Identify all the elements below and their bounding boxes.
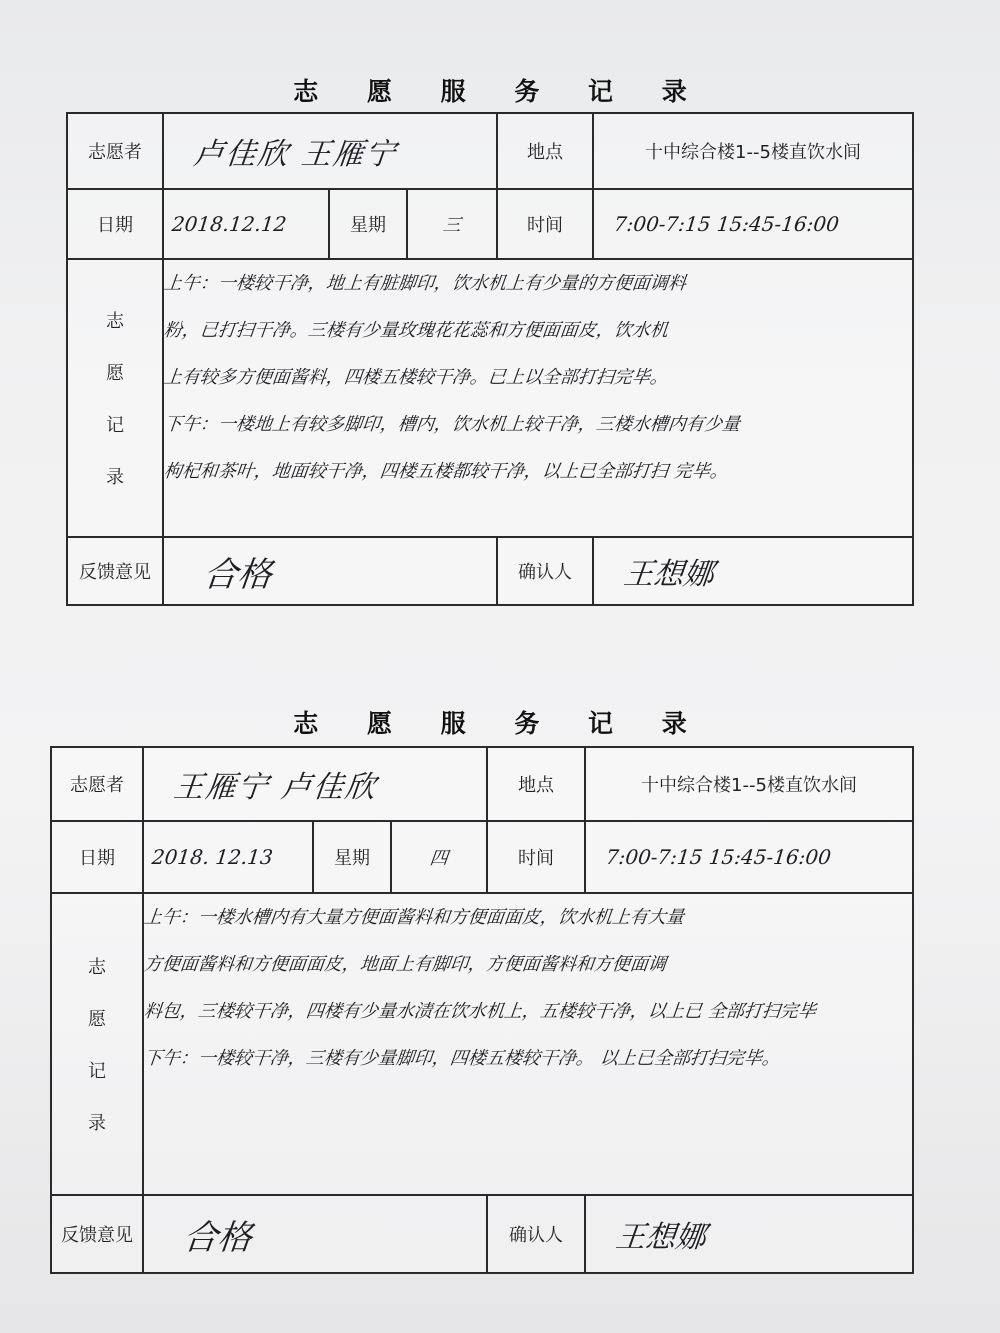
record-label-char: 录 [88,1113,106,1134]
volunteer-names-text: 王雁宁 卢佳欣 [171,770,380,805]
weekday-cell [391,821,487,893]
volunteer-label: 志愿者 [51,747,143,821]
time-value: 7:00-7:15 15:45-16:00 [604,845,833,869]
feedback-cell [163,537,497,605]
feedback-label: 反馈意见 [67,537,163,605]
record-line: 以上已全部打扫完毕。 [598,1048,781,1069]
date-value: 2018.12.12 [170,212,288,236]
feedback-value: 合格 [201,554,274,595]
location-value: 十中综合楼1--5楼直饮水间 [585,747,913,821]
record-line: 完毕。 [672,461,729,482]
record-line: 下午：一楼地上有较多脚印，槽内，饮水机上较干净，三楼水槽内有少量 [162,414,742,435]
record-content [163,259,913,537]
confirmer-label: 确认人 [487,1195,585,1273]
weekday-label: 星期 [313,821,391,893]
volunteer-label: 志愿者 [67,113,163,189]
record-form-2 [0,660,1000,1333]
volunteer-names [163,113,497,189]
weekday-value: 三 [441,215,462,236]
form-title: 志 愿 服 务 记 录 [293,77,707,106]
record-table [66,112,914,606]
record-label [67,259,163,537]
time-value: 7:00-7:15 15:45-16:00 [612,212,841,236]
record-line: 下午：一楼较干净，三楼有少量脚印，四楼五楼较干净。 [142,1048,596,1069]
record-label-char: 志 [106,311,124,332]
record-label-char: 愿 [106,363,124,384]
volunteer-names [143,747,487,821]
record-table [50,746,914,1274]
record-form-1 [0,0,1000,660]
location-label: 地点 [497,113,593,189]
date-cell [143,821,313,893]
weekday-label: 星期 [329,189,407,259]
record-label-char: 录 [106,467,124,488]
feedback-cell [143,1195,487,1273]
record-label-char: 愿 [88,1009,106,1030]
confirmer-signature: 王想娜 [621,557,716,592]
confirmer-cell [593,537,913,605]
record-line: 上午：一楼水槽内有大量方便面酱料和方便面面皮，饮水机上有大量 [142,907,686,928]
time-cell [593,189,913,259]
confirmer-cell [585,1195,913,1273]
record-line: 枸杞和茶叶，地面较干净，四楼五楼都较干净，以上已全部打扫 [162,461,670,482]
record-line: 上午：一楼较干净，地上有脏脚印，饮水机上有少量的方便面调料 [162,273,688,294]
date-cell [163,189,329,259]
confirmer-label: 确认人 [497,537,593,605]
record-line: 粉，已打扫干净。三楼有少量玫瑰花花蕊和方便面面皮，饮水机 [162,320,670,341]
date-label: 日期 [51,821,143,893]
record-line: 方便面酱料和方便面面皮，地面上有脚印，方便面酱料和方便面调 [142,954,668,975]
location-value: 十中综合楼1--5楼直饮水间 [593,113,913,189]
record-line: 全部打扫完毕 [706,1001,817,1022]
record-line: 上有较多方便面酱料，四楼五楼较干净。已上以全部打扫完毕。 [162,367,670,388]
record-content [143,893,913,1195]
record-label-char: 记 [106,415,124,436]
time-cell [585,821,913,893]
record-label [51,893,143,1195]
feedback-label: 反馈意见 [51,1195,143,1273]
time-label: 时间 [497,189,593,259]
feedback-value: 合格 [181,1217,254,1258]
time-label: 时间 [487,821,585,893]
date-value: 2018. 12.13 [150,845,275,869]
volunteer-names-text: 卢佳欣 王雁宁 [191,137,400,172]
record-label-char: 记 [88,1061,106,1082]
form-title: 志 愿 服 务 记 录 [293,709,707,738]
record-line: 料包，三楼较干净，四楼有少量水渍在饮水机上，五楼较干净，以上已 [142,1001,704,1022]
weekday-value: 四 [428,848,449,869]
date-label: 日期 [67,189,163,259]
location-label: 地点 [487,747,585,821]
weekday-cell [407,189,497,259]
record-label-char: 志 [88,957,106,978]
confirmer-signature: 王想娜 [613,1220,708,1255]
